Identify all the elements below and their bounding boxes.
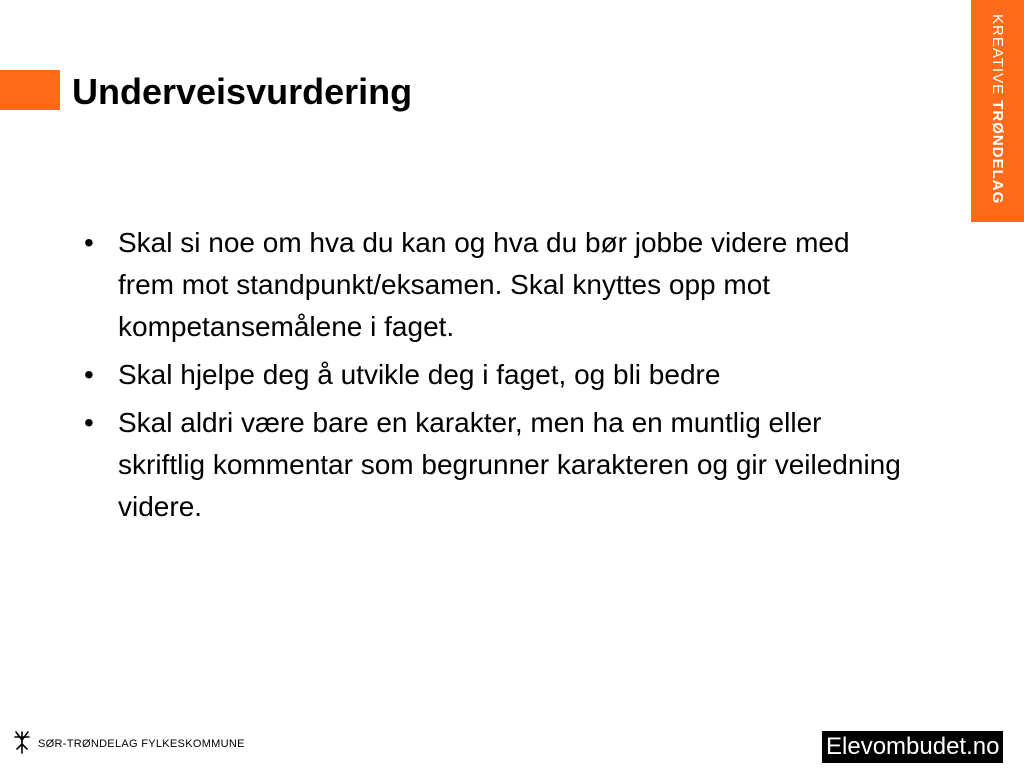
brand-logo-text [988,14,1006,204]
brand-prefix: KREATIVE [989,14,1006,101]
bullet-symbol: • [84,359,94,390]
watermark-label: Elevombudet.no [822,731,1003,763]
title-accent-bar [0,70,60,110]
bullet-item [72,354,912,396]
bullet-symbol: • [84,227,94,258]
footer-logo [12,730,245,758]
county-crest-icon [12,729,32,760]
brand-tab [971,0,1024,222]
footer-org-name: SØR-TRØNDELAG FYLKESKOMMUNE [38,738,245,750]
bullet-list [72,222,912,534]
bullet-text: Skal aldri være bare en karakter, men ha en muntlig eller skriftlig kommentar som begrunner karakteren og gir veiledning videre. [118,407,901,522]
slide-title: Underveisvurdering [72,71,413,112]
bullet-item [72,222,912,348]
bullet-text: Skal si noe om hva du kan og hva du bør jobbe videre med frem mot standpunkt/eksamen. Skal knyttes opp mot kompetansemålene i faget. [118,227,850,342]
brand-name: TRØNDELAG [989,100,1006,205]
bullet-item [72,402,912,528]
bullet-symbol: • [84,407,94,438]
bullet-text: Skal hjelpe deg å utvikle deg i faget, og bli bedre [118,359,721,390]
